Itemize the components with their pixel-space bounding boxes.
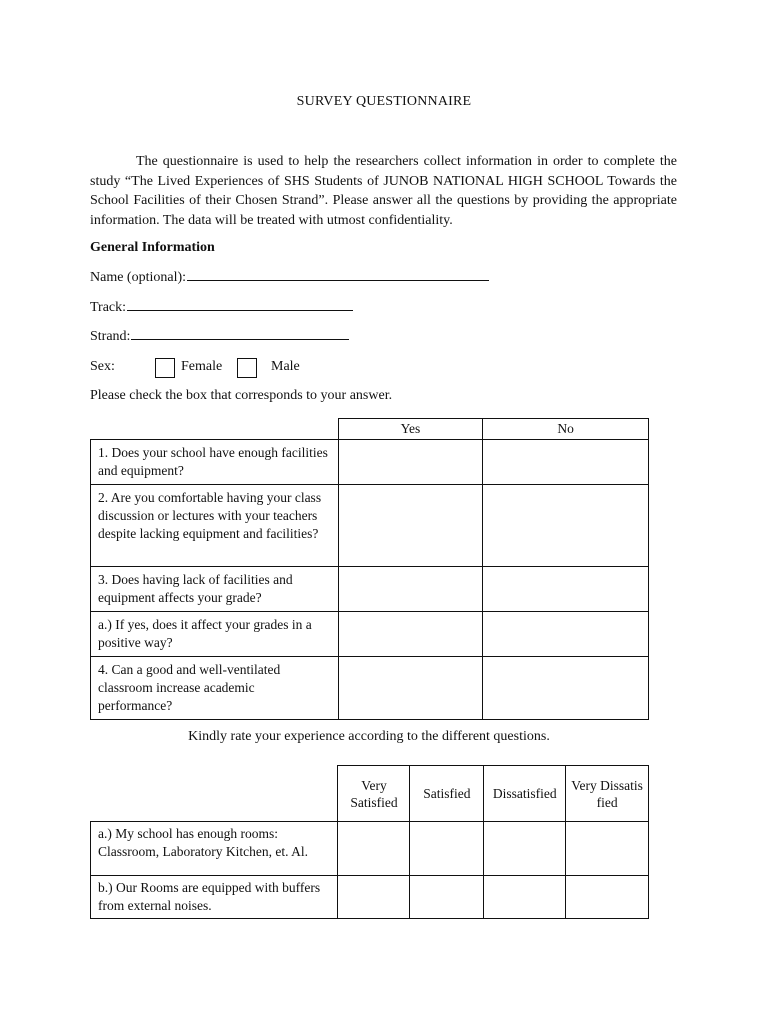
table-row — [91, 876, 649, 919]
rating-cell[interactable] — [338, 822, 410, 876]
rating-cell[interactable] — [484, 876, 566, 919]
answer-yes-cell[interactable] — [338, 612, 483, 657]
question-2: 2. Are you comfortable having your class discussion or lectures with your teachers despite lacking equipment and facilities? — [91, 485, 339, 567]
header-satisfied: Satisfied — [410, 766, 484, 822]
general-info-heading: General Information — [90, 240, 215, 255]
table-row — [91, 440, 649, 485]
answer-no-cell[interactable] — [483, 440, 649, 485]
header-yes: Yes — [338, 419, 483, 440]
rating-cell[interactable] — [410, 822, 484, 876]
question-4: 4. Can a good and well-ventilated classroom increase academic performance? — [91, 657, 339, 720]
sex-field — [90, 358, 390, 382]
rating-question-b: b.) Our Rooms are equipped with buffers from external noises. — [91, 876, 338, 919]
rating-cell[interactable] — [484, 822, 566, 876]
track-field[interactable] — [90, 300, 353, 316]
strand-field[interactable] — [90, 329, 349, 345]
yes-no-table — [90, 418, 649, 720]
track-line[interactable] — [127, 309, 353, 311]
strand-label: Strand: — [90, 329, 131, 344]
header-blank-cell — [91, 419, 339, 440]
rating-header-row — [91, 766, 649, 822]
sex-label: Sex: — [90, 359, 115, 374]
table-header-row — [91, 419, 649, 440]
rating-instruction: Kindly rate your experience according to the different questions. — [188, 729, 550, 744]
answer-yes-cell[interactable] — [338, 657, 483, 720]
strand-line[interactable] — [131, 338, 349, 340]
page-title: SURVEY QUESTIONNAIRE — [296, 94, 472, 109]
table-row — [91, 485, 649, 567]
answer-no-cell[interactable] — [483, 485, 649, 567]
question-3: 3. Does having lack of facilities and equipment affects your grade? — [91, 567, 339, 612]
check-instruction: Please check the box that corresponds to your answer. — [90, 388, 393, 403]
header-very-satisfied: Very Satisfied — [338, 766, 410, 822]
rating-cell[interactable] — [566, 876, 649, 919]
rating-cell[interactable] — [566, 822, 649, 876]
answer-no-cell[interactable] — [483, 567, 649, 612]
answer-yes-cell[interactable] — [338, 485, 483, 567]
table-row — [91, 657, 649, 720]
name-label: Name (optional): — [90, 270, 187, 285]
rating-cell[interactable] — [410, 876, 484, 919]
header-dissatisfied: Dissatisfied — [484, 766, 566, 822]
table-row — [91, 822, 649, 876]
female-label: Female — [181, 359, 223, 374]
intro-text: The questionnaire is used to help the researchers collect information in order to complete the study “The Lived Experiences of SHS Students of JUNOB NATIONAL HIGH SCHOOL Towards the School Facilities of their Chosen Strand”. Please answer all the questions by providing the appropriate information. The data will be treated with utmost confidentiality. — [90, 154, 677, 228]
answer-yes-cell[interactable] — [338, 567, 483, 612]
header-very-dissatisfied: Very Dissatisfied — [566, 766, 649, 822]
table-row — [91, 567, 649, 612]
table-row — [91, 612, 649, 657]
track-label: Track: — [90, 300, 127, 315]
answer-no-cell[interactable] — [483, 612, 649, 657]
intro-paragraph — [90, 152, 677, 230]
rating-question-a: a.) My school has enough rooms: Classroom, Laboratory Kitchen, et. Al. — [91, 822, 338, 876]
male-checkbox[interactable] — [237, 358, 257, 378]
question-1: 1. Does your school have enough facilities and equipment? — [91, 440, 339, 485]
name-field[interactable] — [90, 270, 489, 286]
rating-table — [90, 765, 649, 919]
female-checkbox[interactable] — [155, 358, 175, 378]
answer-no-cell[interactable] — [483, 657, 649, 720]
question-3a: a.) If yes, does it affect your grades in a positive way? — [91, 612, 339, 657]
header-no: No — [483, 419, 649, 440]
male-label: Male — [271, 359, 300, 374]
answer-yes-cell[interactable] — [338, 440, 483, 485]
rating-cell[interactable] — [338, 876, 410, 919]
rating-header-blank — [91, 766, 338, 822]
name-line[interactable] — [187, 279, 489, 281]
